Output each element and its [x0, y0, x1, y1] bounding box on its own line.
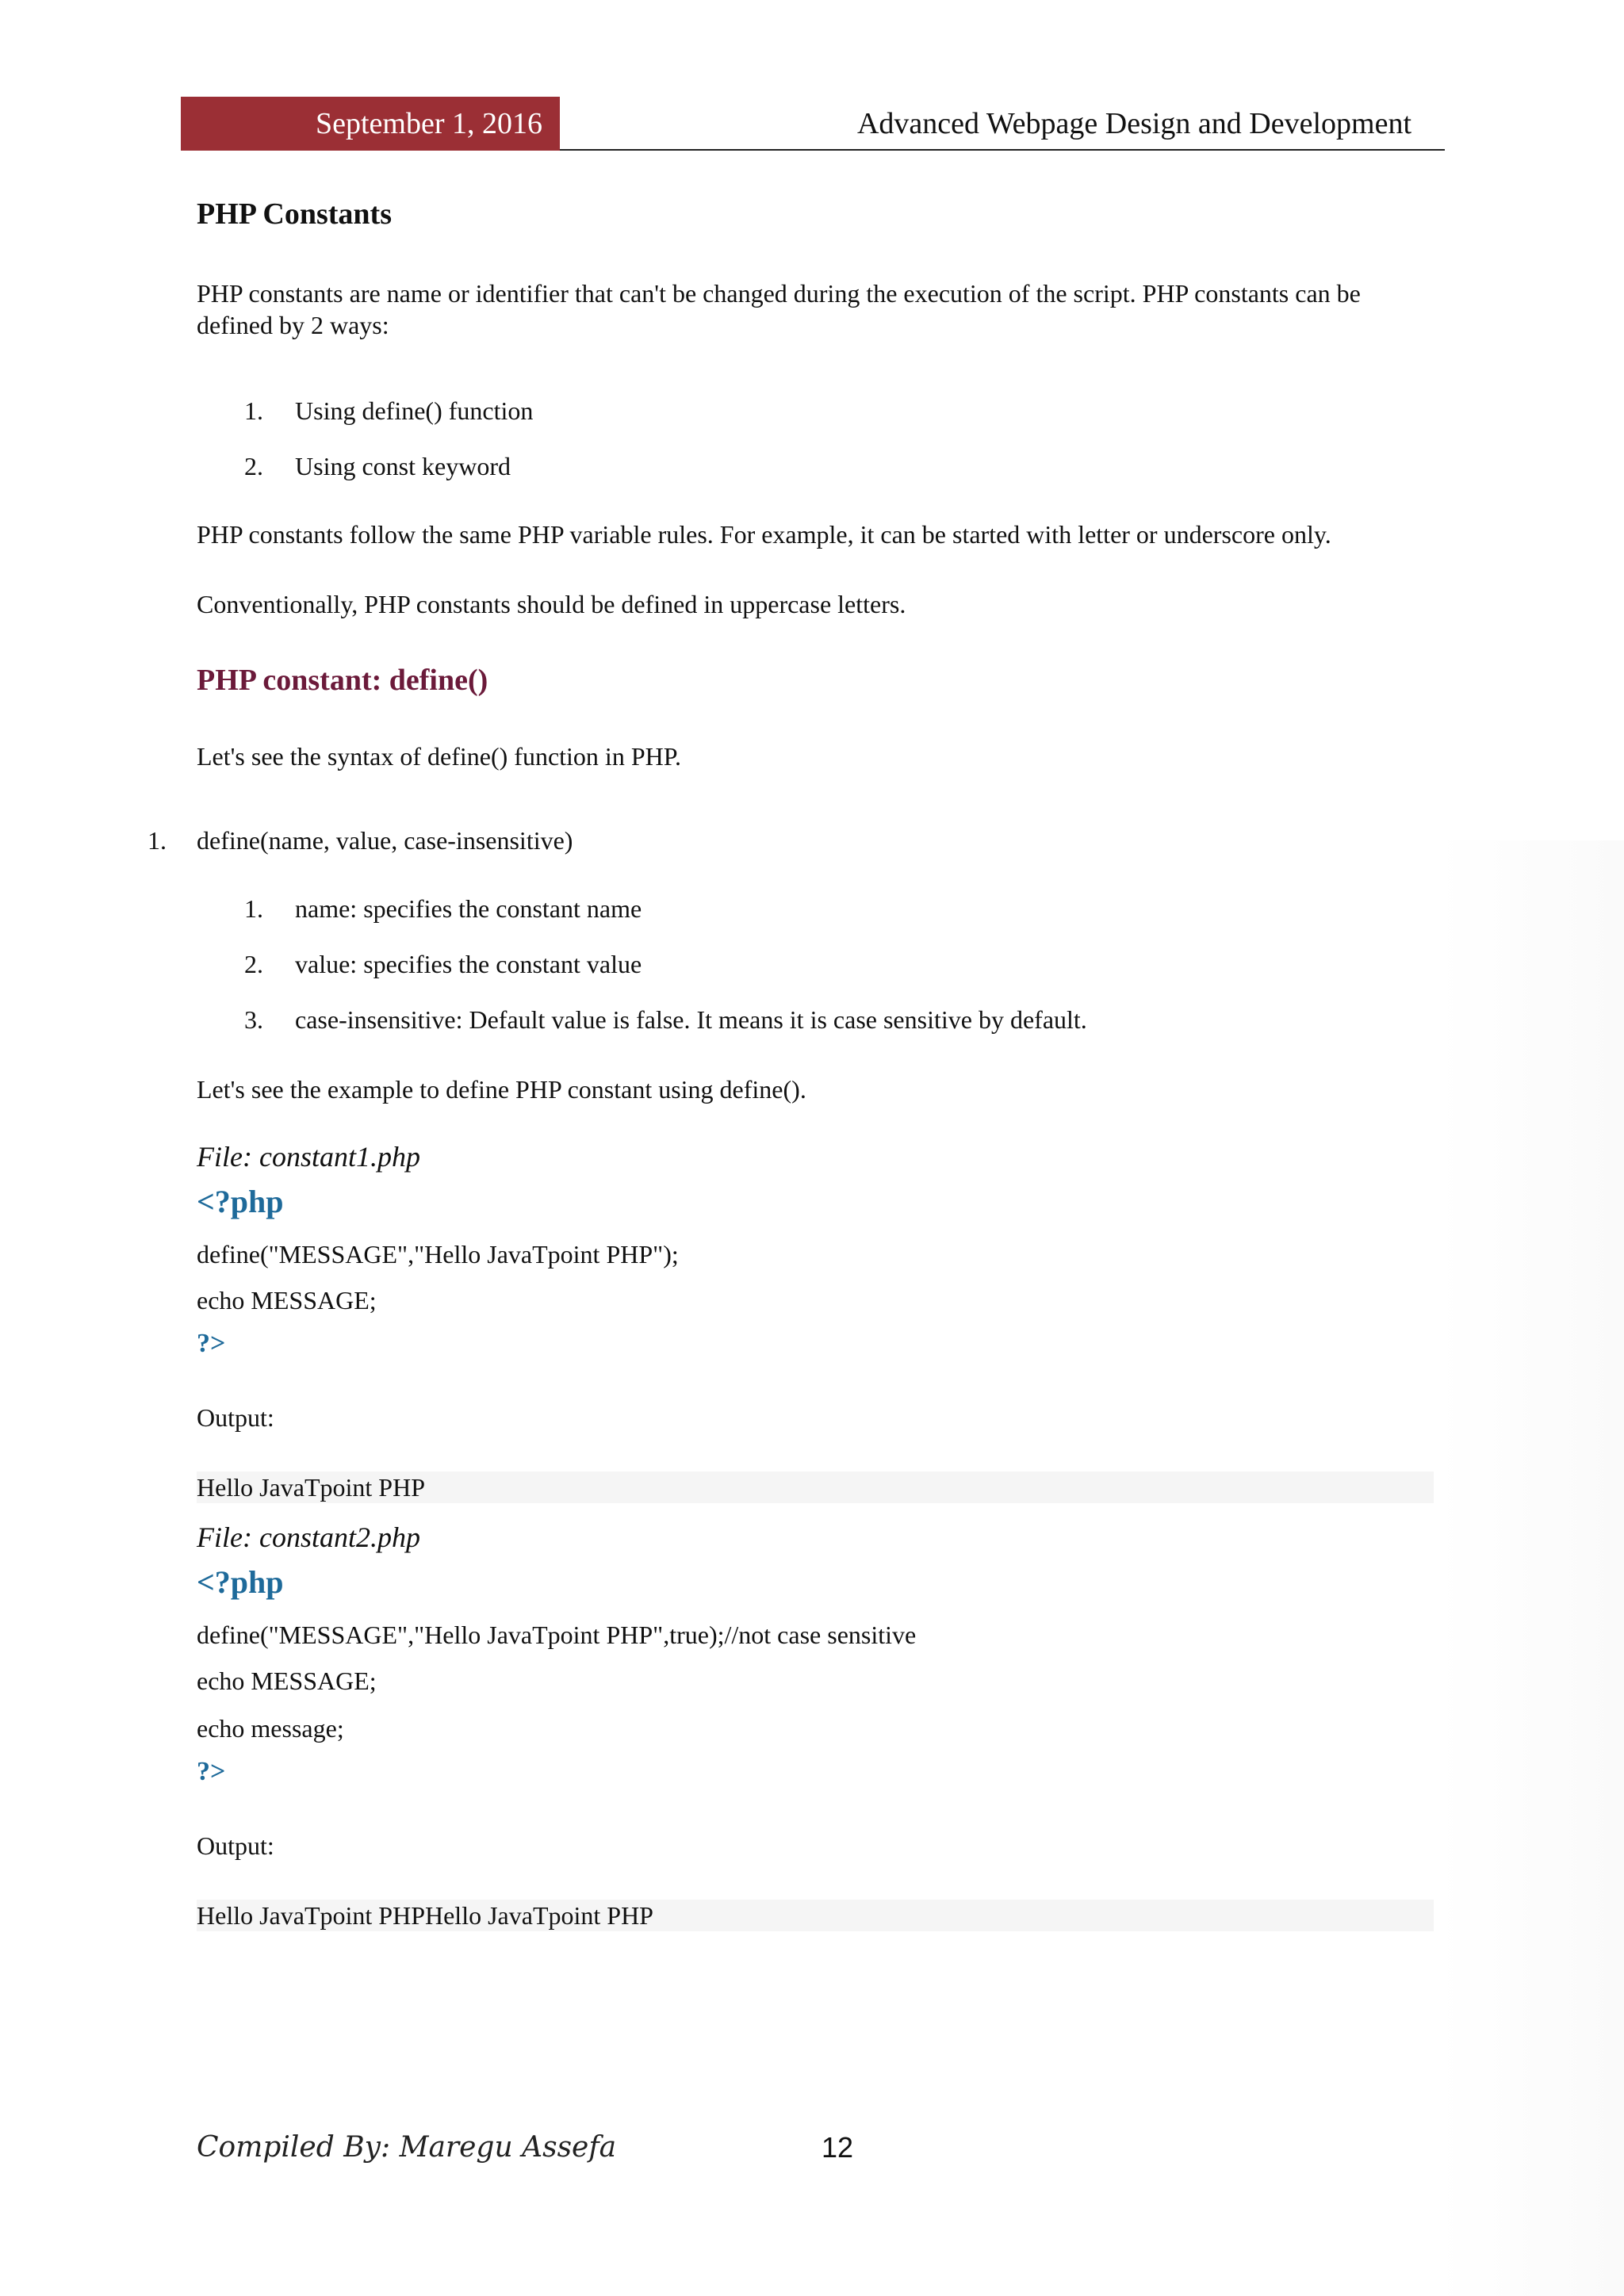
syntax-line: define(name, value, case-insensitive): [197, 826, 573, 855]
header-date: September 1, 2016: [181, 97, 560, 151]
list-number: 2.: [244, 452, 263, 480]
code-line: echo MESSAGE;: [197, 1286, 377, 1314]
list-number: 1.: [244, 396, 263, 425]
page-shading: [1437, 840, 1624, 2296]
list-item: name: specifies the constant name: [295, 894, 642, 923]
example-intro: Let's see the example to define PHP constant using define().: [197, 1075, 806, 1104]
list-number: 1.: [147, 826, 167, 855]
php-open-tag: <?php: [197, 1184, 284, 1219]
define-intro: Let's see the syntax of define() function in PHP.: [197, 742, 681, 771]
list-item: Using const keyword: [295, 452, 511, 480]
rules-paragraph: PHP constants follow the same PHP variable rules. For example, it can be started with letter or underscore only.: [197, 520, 1331, 549]
intro-paragraph: PHP constants are name or identifier that can't be changed during the execution of the script. PHP constants can be defined by 2 ways:: [197, 279, 1361, 339]
file-label: File: constant2.php: [197, 1521, 420, 1553]
code-line: define("MESSAGE","Hello JavaTpoint PHP",true);//not case sensitive: [197, 1621, 917, 1649]
output-label: Output:: [197, 1403, 274, 1432]
php-open-tag: <?php: [197, 1564, 284, 1600]
list-number: 2.: [244, 950, 263, 978]
code-line: echo MESSAGE;: [197, 1667, 377, 1695]
section-title: PHP Constants: [197, 197, 392, 231]
header-rule: [560, 149, 1445, 151]
list-number: 3.: [244, 1005, 263, 1034]
footer-compiled-by: Compiled By: Maregu Assefa: [197, 2131, 617, 2164]
output-label: Output:: [197, 1831, 274, 1860]
php-close-tag: ?>: [197, 1757, 226, 1786]
list-item: value: specifies the constant value: [295, 950, 642, 978]
code-line: echo message;: [197, 1714, 344, 1743]
list-number: 1.: [244, 894, 263, 923]
code-line: define("MESSAGE","Hello JavaTpoint PHP");: [197, 1240, 679, 1269]
define-heading: PHP constant: define(): [197, 664, 488, 697]
header-title: Advanced Webpage Design and Development: [856, 107, 1411, 140]
php-close-tag: ?>: [197, 1329, 226, 1358]
list-item: Using define() function: [295, 396, 534, 425]
convention-paragraph: Conventionally, PHP constants should be defined in uppercase letters.: [197, 590, 906, 618]
page-number: 12: [822, 2131, 854, 2164]
output-text: Hello JavaTpoint PHP: [197, 1473, 425, 1502]
list-item: case-insensitive: Default value is false. It means it is case sensitive by default.: [295, 1005, 1087, 1034]
output-text: Hello JavaTpoint PHPHello JavaTpoint PHP: [197, 1901, 653, 1930]
file-label: File: constant1.php: [197, 1141, 420, 1173]
